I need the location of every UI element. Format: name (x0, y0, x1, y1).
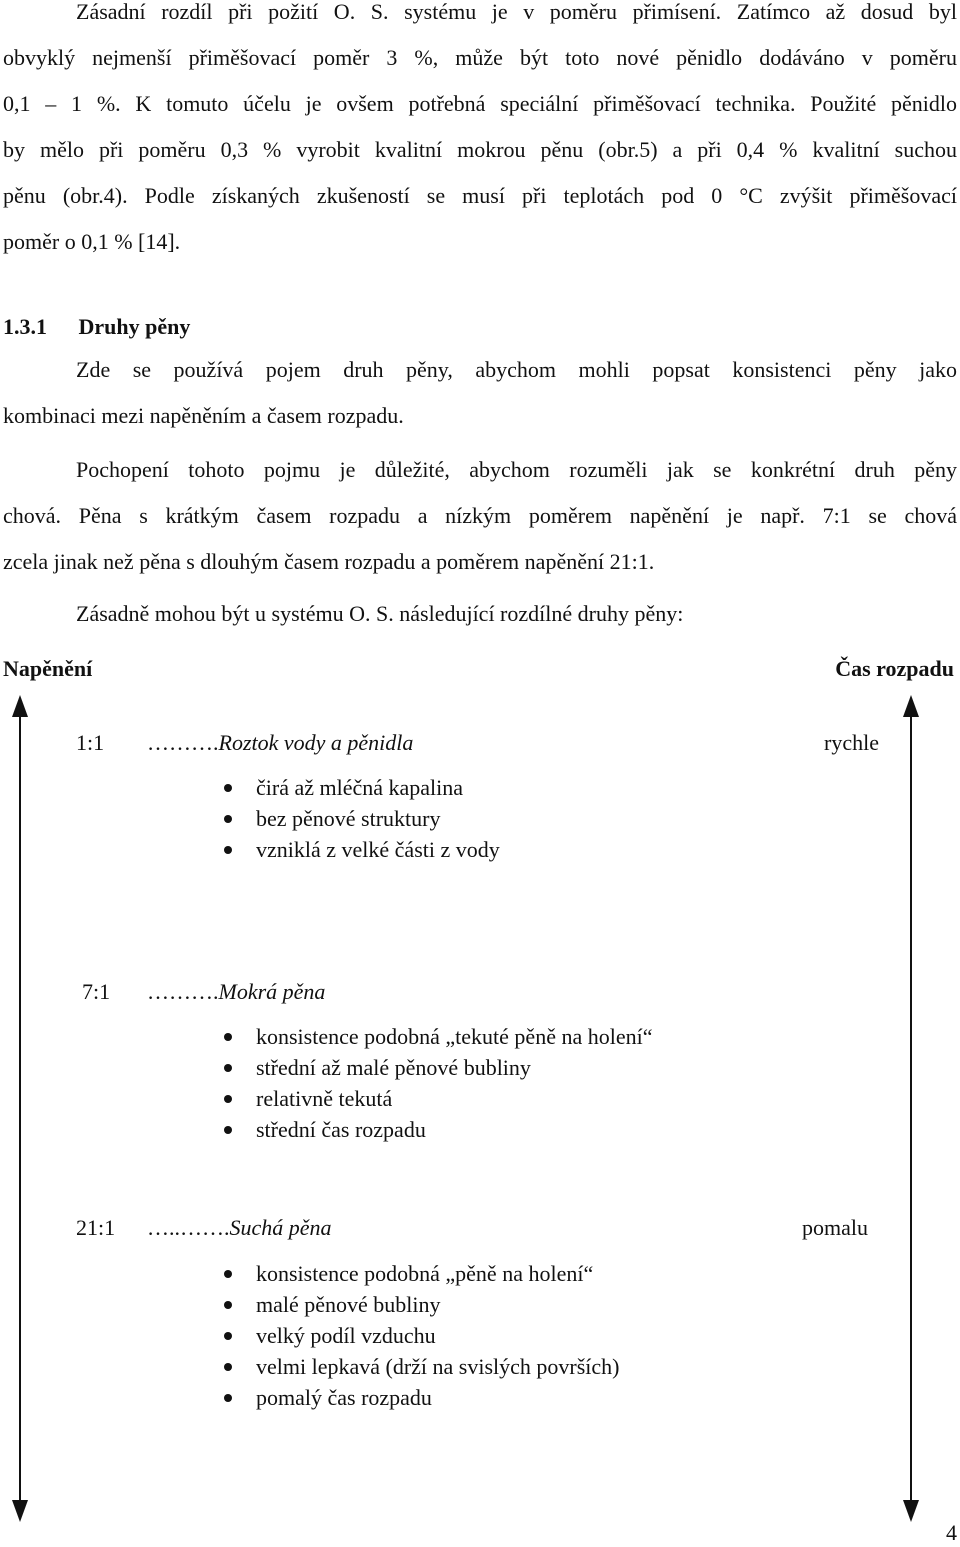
list-item: střední čas rozpadu (224, 1114, 652, 1145)
section-title: Druhy pěny (78, 314, 191, 339)
leader-dots: ………. (147, 730, 219, 755)
list-item: střední až malé pěnové bubliny (224, 1052, 652, 1083)
decay-speed-label: rychle (824, 730, 879, 755)
right-arrow-shaft (910, 712, 912, 1504)
paragraph-types-intro (3, 591, 957, 637)
intro-line: by mělo při poměru 0,3 % vyrobit kvalitní mokrou pěnu (obr.5) a při 0,4 % kvalitní suchou (3, 137, 957, 162)
list-item: vzniklá z velké části z vody (224, 834, 500, 865)
list-item: velký podíl vzduchu (224, 1320, 620, 1351)
section-number: 1.3.1 (3, 314, 47, 339)
diagram-right-label: Čas rozpadu (835, 656, 954, 681)
list-item: konsistence podobná „pěně na holení“ (224, 1258, 620, 1289)
intro-line: 0,1 – 1 %. K tomuto účelu je ovšem potřebná speciální přiměšovací technika. Použité pěnidlo (3, 91, 957, 116)
paragraph-line: Zde se používá pojem druh pěny, abychom mohli popsat konsistenci pěny jako (76, 357, 957, 382)
intro-line: pěnu (obr.4). Podle získaných zkušeností se musí při teplotách pod 0 °C zvýšit přiměšovací (3, 183, 957, 208)
right-arrow-down-icon (903, 1500, 919, 1522)
intro-line: poměr o 0,1 % [14]. (3, 229, 181, 254)
paragraph-line: chová. Pěna s krátkým časem rozpadu a nízkým poměrem napěnění je např. 7:1 se chová (3, 503, 957, 528)
paragraph-line: zcela jinak než pěna s dlouhým časem rozpadu a poměrem napěnění 21:1. (3, 549, 655, 574)
foam-properties-list (224, 1021, 652, 1145)
foam-type-row (147, 730, 413, 756)
paragraph-line: Pochopení tohoto pojmu je důležité, abychom rozuměli jak se konkrétní druh pěny (76, 457, 957, 482)
decay-speed-label: pomalu (802, 1215, 868, 1240)
ratio-label: 7:1 (82, 979, 111, 1004)
foam-type-name: Mokrá pěna (218, 979, 326, 1004)
list-item: konsistence podobná „tekuté pěně na holení“ (224, 1021, 652, 1052)
list-item: pomalý čas rozpadu (224, 1382, 620, 1413)
paragraph-understanding (3, 447, 957, 585)
foam-properties-list (224, 1258, 620, 1413)
foam-type-name: Roztok vody a pěnidla (218, 730, 414, 755)
foam-type-row (147, 979, 325, 1005)
ratio-label: 21:1 (76, 1215, 116, 1240)
foam-type-row (147, 1215, 332, 1241)
intro-paragraph (3, 0, 957, 265)
leader-dots: ………. (147, 979, 219, 1004)
foam-properties-list (224, 772, 500, 865)
left-arrow-down-icon (12, 1500, 28, 1522)
ratio-label: 1:1 (76, 730, 105, 755)
list-item: velmi lepkavá (drží na svislých površích) (224, 1351, 620, 1382)
paragraph-definition (3, 347, 957, 439)
paragraph-line: Zásadně mohou být u systému O. S. následující rozdílné druhy pěny: (76, 601, 684, 626)
page-number: 4 (946, 1520, 957, 1545)
list-item: malé pěnové bubliny (224, 1289, 620, 1320)
list-item: relativně tekutá (224, 1083, 652, 1114)
diagram-left-label: Napěnění (3, 656, 93, 681)
section-heading (3, 314, 190, 340)
list-item: čirá až mléčná kapalina (224, 772, 500, 803)
list-item: bez pěnové struktury (224, 803, 500, 834)
paragraph-line: kombinaci mezi napěněním a časem rozpadu. (3, 403, 404, 428)
leader-dots: …..……. (147, 1215, 230, 1240)
left-arrow-shaft (19, 712, 21, 1504)
intro-line: Zásadní rozdíl při požití O. S. systému je v poměru přimísení. Zatímco až dosud byl (76, 0, 957, 24)
foam-type-name: Suchá pěna (229, 1215, 332, 1240)
intro-line: obvyklý nejmenší přiměšovací poměr 3 %, může být toto nové pěnidlo dodáváno v poměru (3, 45, 957, 70)
